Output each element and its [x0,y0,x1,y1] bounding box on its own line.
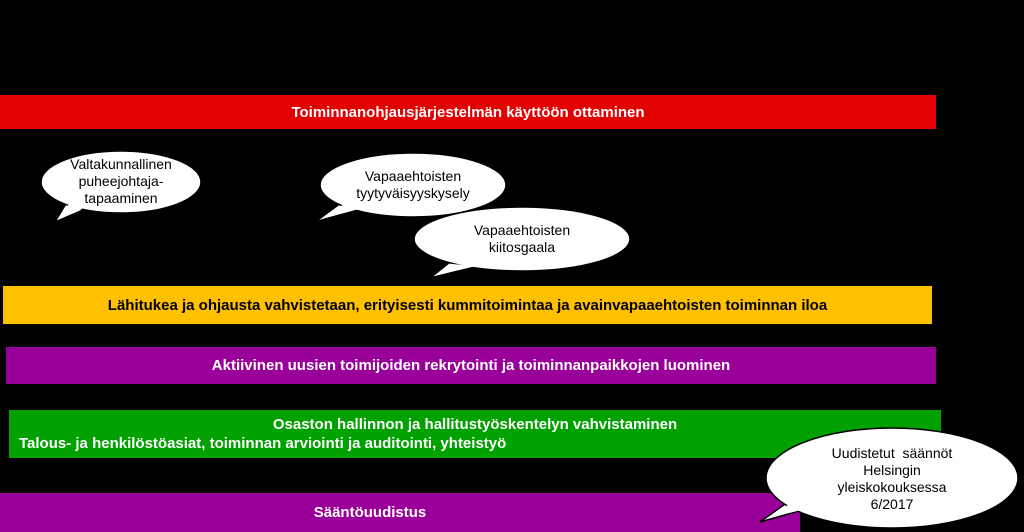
bubble-3-text: Vapaaehtoisten kiitosgaala [473,222,571,255]
bar-label: Toiminnanohjausjärjestelmän käyttöön ottaminen [291,103,645,121]
bar-label: Aktiivinen uusien toimijoiden rekrytointi ja toiminnanpaikkojen luominen [211,357,731,374]
bar-label-sub: Talous- ja henkilöstöasiat, toiminnan arviointi ja auditointi, yhteistyö [19,435,507,452]
bubble-4-text: Uudistetut säännöt Helsingin yleiskokouksessa 6/2017 [831,445,953,512]
bubble-2-text: Vapaaehtoisten tyytyväisyyskysely [356,168,470,201]
bar-label: Lähitukea ja ohjausta vahvistetaan, erityisesti kummitoimintaa ja avainvapaaehtoisten toiminnan iloa [107,296,828,314]
bar-label-main: Osaston hallinnon ja hallitustyöskentelyn vahvistaminen [272,416,678,433]
bubble-1-text: Valtakunnallinen puheejohtaja- tapaaminen [70,156,172,206]
bar-label: Sääntöuudistus [313,504,427,521]
